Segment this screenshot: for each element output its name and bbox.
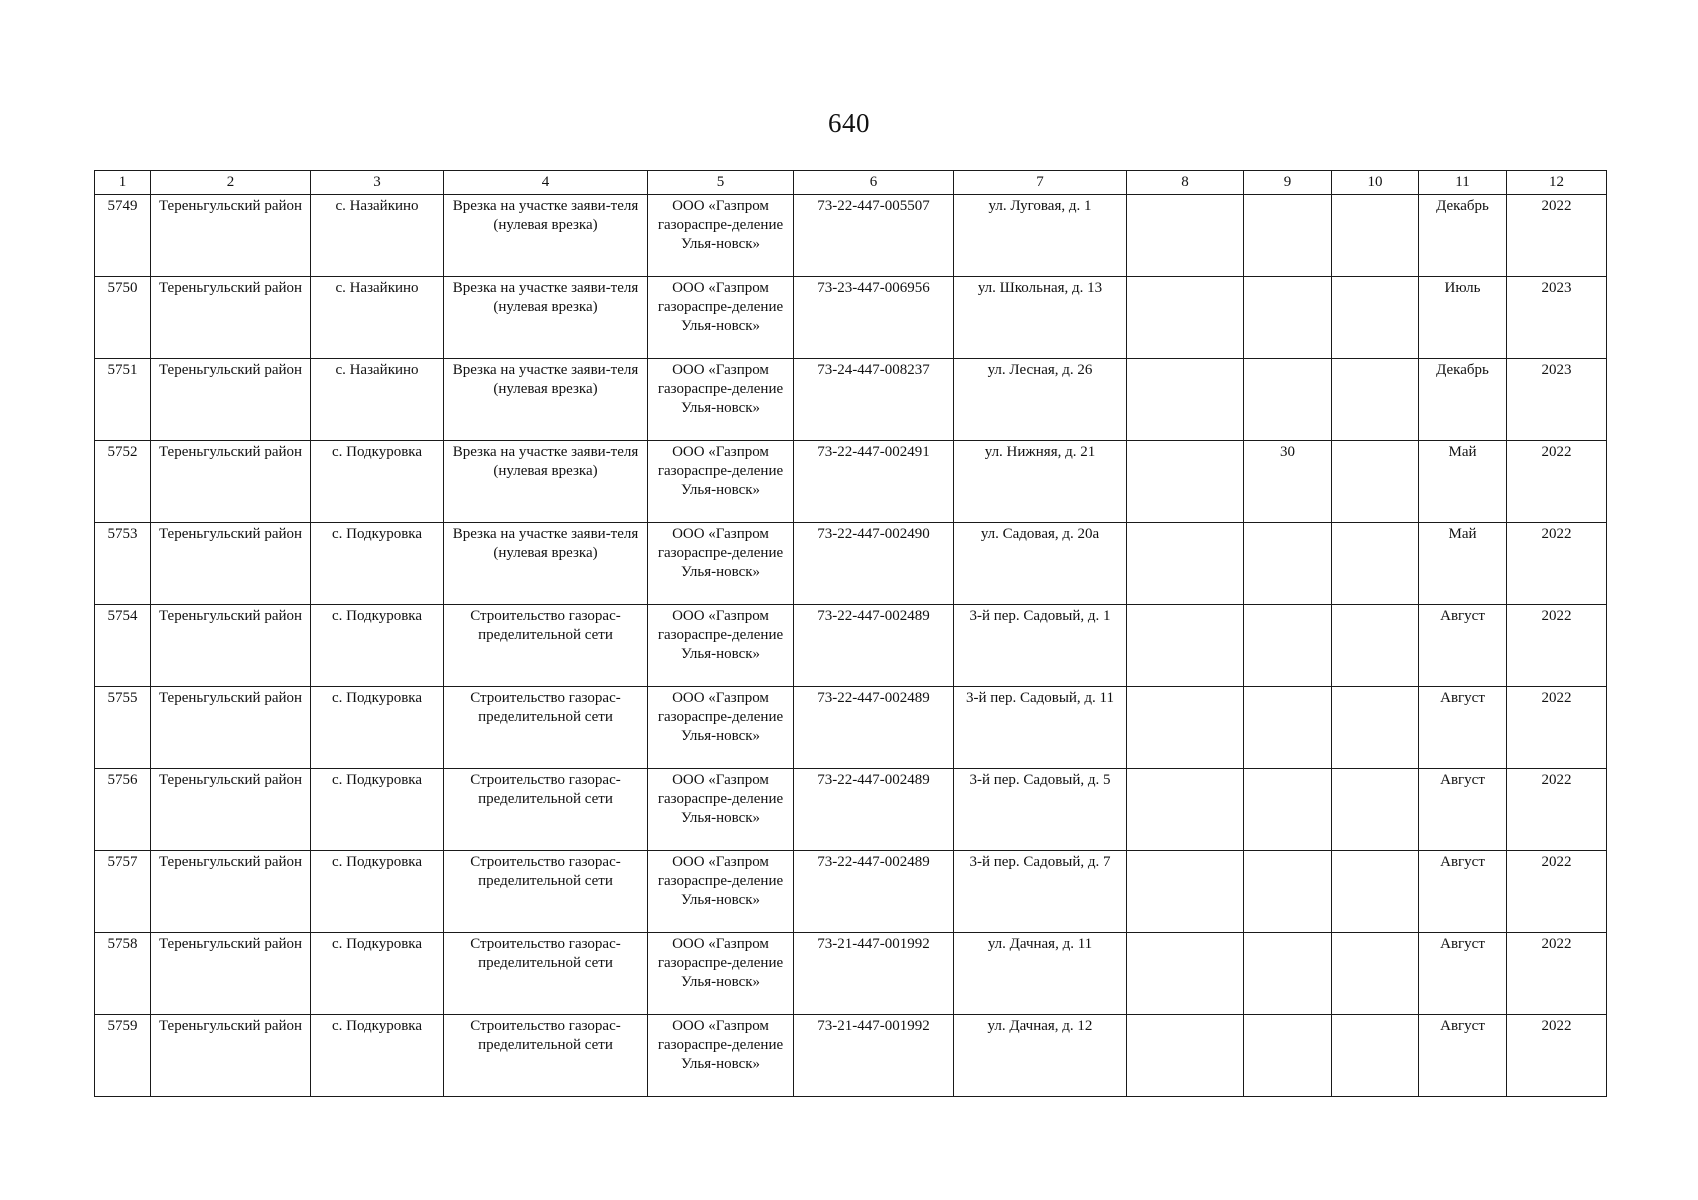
page-number: 640 bbox=[828, 108, 870, 138]
district-cell: Тереньгульский район bbox=[151, 851, 311, 933]
work-type-cell: Строительство газорас-пределительной сети bbox=[444, 933, 648, 1015]
address-cell: 3-й пер. Садовый, д. 11 bbox=[954, 687, 1127, 769]
address-cell: 3-й пер. Садовый, д. 1 bbox=[954, 605, 1127, 687]
column-8-cell bbox=[1127, 195, 1244, 277]
locality-cell: с. Подкуровка bbox=[311, 933, 444, 1015]
column-header: 4 bbox=[444, 171, 648, 195]
month-cell: Август bbox=[1419, 605, 1507, 687]
address-cell: ул. Нижняя, д. 21 bbox=[954, 441, 1127, 523]
column-9-cell bbox=[1244, 769, 1332, 851]
column-9-cell bbox=[1244, 1015, 1332, 1097]
organization-cell: ООО «Газпром газораспре-деление Улья-новск» bbox=[648, 359, 794, 441]
row-number-cell: 5749 bbox=[95, 195, 151, 277]
row-number-cell: 5759 bbox=[95, 1015, 151, 1097]
column-header: 3 bbox=[311, 171, 444, 195]
locality-cell: с. Подкуровка bbox=[311, 851, 444, 933]
column-8-cell bbox=[1127, 933, 1244, 1015]
locality-cell: с. Подкуровка bbox=[311, 523, 444, 605]
column-header: 2 bbox=[151, 171, 311, 195]
column-header: 7 bbox=[954, 171, 1127, 195]
work-type-cell: Врезка на участке заяви-теля (нулевая врезка) bbox=[444, 359, 648, 441]
work-type-cell: Строительство газорас-пределительной сети bbox=[444, 687, 648, 769]
month-cell: Декабрь bbox=[1419, 195, 1507, 277]
row-number-cell: 5751 bbox=[95, 359, 151, 441]
column-9-cell bbox=[1244, 195, 1332, 277]
month-cell: Август bbox=[1419, 769, 1507, 851]
locality-cell: с. Назайкино bbox=[311, 277, 444, 359]
district-cell: Тереньгульский район bbox=[151, 359, 311, 441]
month-cell: Июль bbox=[1419, 277, 1507, 359]
object-code-cell: 73-22-447-002491 bbox=[794, 441, 954, 523]
month-cell: Август bbox=[1419, 851, 1507, 933]
data-table bbox=[94, 170, 1607, 1097]
table-row bbox=[95, 769, 1607, 851]
year-cell: 2023 bbox=[1507, 277, 1607, 359]
column-header: 12 bbox=[1507, 171, 1607, 195]
year-cell: 2022 bbox=[1507, 523, 1607, 605]
column-10-cell bbox=[1332, 359, 1419, 441]
district-cell: Тереньгульский район bbox=[151, 195, 311, 277]
column-9-cell bbox=[1244, 933, 1332, 1015]
address-cell: ул. Дачная, д. 11 bbox=[954, 933, 1127, 1015]
address-cell: ул. Луговая, д. 1 bbox=[954, 195, 1127, 277]
organization-cell: ООО «Газпром газораспре-деление Улья-новск» bbox=[648, 195, 794, 277]
object-code-cell: 73-22-447-002490 bbox=[794, 523, 954, 605]
organization-cell: ООО «Газпром газораспре-деление Улья-новск» bbox=[648, 769, 794, 851]
organization-cell: ООО «Газпром газораспре-деление Улья-новск» bbox=[648, 277, 794, 359]
row-number-cell: 5752 bbox=[95, 441, 151, 523]
district-cell: Тереньгульский район bbox=[151, 687, 311, 769]
column-10-cell bbox=[1332, 769, 1419, 851]
work-type-cell: Строительство газорас-пределительной сети bbox=[444, 605, 648, 687]
object-code-cell: 73-21-447-001992 bbox=[794, 933, 954, 1015]
locality-cell: с. Подкуровка bbox=[311, 687, 444, 769]
column-10-cell bbox=[1332, 1015, 1419, 1097]
table-row bbox=[95, 523, 1607, 605]
year-cell: 2023 bbox=[1507, 359, 1607, 441]
row-number-cell: 5758 bbox=[95, 933, 151, 1015]
address-cell: ул. Дачная, д. 12 bbox=[954, 1015, 1127, 1097]
row-number-cell: 5755 bbox=[95, 687, 151, 769]
work-type-cell: Строительство газорас-пределительной сети bbox=[444, 1015, 648, 1097]
object-code-cell: 73-24-447-008237 bbox=[794, 359, 954, 441]
column-10-cell bbox=[1332, 441, 1419, 523]
column-10-cell bbox=[1332, 277, 1419, 359]
organization-cell: ООО «Газпром газораспре-деление Улья-новск» bbox=[648, 605, 794, 687]
address-cell: ул. Садовая, д. 20а bbox=[954, 523, 1127, 605]
column-8-cell bbox=[1127, 1015, 1244, 1097]
table-row bbox=[95, 851, 1607, 933]
district-cell: Тереньгульский район bbox=[151, 277, 311, 359]
locality-cell: с. Подкуровка bbox=[311, 605, 444, 687]
address-cell: ул. Лесная, д. 26 bbox=[954, 359, 1127, 441]
column-header: 9 bbox=[1244, 171, 1332, 195]
table-row bbox=[95, 1015, 1607, 1097]
district-cell: Тереньгульский район bbox=[151, 605, 311, 687]
column-9-cell bbox=[1244, 687, 1332, 769]
locality-cell: с. Подкуровка bbox=[311, 769, 444, 851]
object-code-cell: 73-21-447-001992 bbox=[794, 1015, 954, 1097]
column-10-cell bbox=[1332, 851, 1419, 933]
district-cell: Тереньгульский район bbox=[151, 769, 311, 851]
work-type-cell: Врезка на участке заяви-теля (нулевая врезка) bbox=[444, 523, 648, 605]
column-8-cell bbox=[1127, 769, 1244, 851]
column-9-cell: 30 bbox=[1244, 441, 1332, 523]
locality-cell: с. Подкуровка bbox=[311, 1015, 444, 1097]
table-row bbox=[95, 195, 1607, 277]
row-number-cell: 5754 bbox=[95, 605, 151, 687]
column-10-cell bbox=[1332, 523, 1419, 605]
column-10-cell bbox=[1332, 933, 1419, 1015]
organization-cell: ООО «Газпром газораспре-деление Улья-новск» bbox=[648, 523, 794, 605]
column-9-cell bbox=[1244, 605, 1332, 687]
locality-cell: с. Подкуровка bbox=[311, 441, 444, 523]
object-code-cell: 73-22-447-002489 bbox=[794, 769, 954, 851]
work-type-cell: Врезка на участке заяви-теля (нулевая врезка) bbox=[444, 277, 648, 359]
work-type-cell: Врезка на участке заяви-теля (нулевая врезка) bbox=[444, 441, 648, 523]
organization-cell: ООО «Газпром газораспре-деление Улья-новск» bbox=[648, 851, 794, 933]
year-cell: 2022 bbox=[1507, 769, 1607, 851]
object-code-cell: 73-22-447-002489 bbox=[794, 687, 954, 769]
month-cell: Май bbox=[1419, 523, 1507, 605]
district-cell: Тереньгульский район bbox=[151, 1015, 311, 1097]
row-number-cell: 5756 bbox=[95, 769, 151, 851]
column-header: 11 bbox=[1419, 171, 1507, 195]
column-header: 8 bbox=[1127, 171, 1244, 195]
month-cell: Август bbox=[1419, 1015, 1507, 1097]
column-header: 1 bbox=[95, 171, 151, 195]
address-cell: ул. Школьная, д. 13 bbox=[954, 277, 1127, 359]
district-cell: Тереньгульский район bbox=[151, 441, 311, 523]
column-9-cell bbox=[1244, 523, 1332, 605]
year-cell: 2022 bbox=[1507, 195, 1607, 277]
row-number-cell: 5750 bbox=[95, 277, 151, 359]
column-header: 6 bbox=[794, 171, 954, 195]
table-row bbox=[95, 605, 1607, 687]
district-cell: Тереньгульский район bbox=[151, 523, 311, 605]
header-row bbox=[95, 171, 1607, 195]
column-8-cell bbox=[1127, 851, 1244, 933]
work-type-cell: Врезка на участке заяви-теля (нулевая врезка) bbox=[444, 195, 648, 277]
work-type-cell: Строительство газорас-пределительной сети bbox=[444, 851, 648, 933]
table-row bbox=[95, 441, 1607, 523]
row-number-cell: 5753 bbox=[95, 523, 151, 605]
organization-cell: ООО «Газпром газораспре-деление Улья-новск» bbox=[648, 687, 794, 769]
object-code-cell: 73-22-447-002489 bbox=[794, 851, 954, 933]
locality-cell: с. Назайкино bbox=[311, 359, 444, 441]
column-9-cell bbox=[1244, 277, 1332, 359]
organization-cell: ООО «Газпром газораспре-деление Улья-новск» bbox=[648, 1015, 794, 1097]
column-8-cell bbox=[1127, 605, 1244, 687]
table-row bbox=[95, 359, 1607, 441]
year-cell: 2022 bbox=[1507, 687, 1607, 769]
column-10-cell bbox=[1332, 195, 1419, 277]
district-cell: Тереньгульский район bbox=[151, 933, 311, 1015]
month-cell: Август bbox=[1419, 687, 1507, 769]
column-header: 10 bbox=[1332, 171, 1419, 195]
column-9-cell bbox=[1244, 851, 1332, 933]
year-cell: 2022 bbox=[1507, 441, 1607, 523]
column-8-cell bbox=[1127, 687, 1244, 769]
column-8-cell bbox=[1127, 523, 1244, 605]
year-cell: 2022 bbox=[1507, 605, 1607, 687]
month-cell: Август bbox=[1419, 933, 1507, 1015]
locality-cell: с. Назайкино bbox=[311, 195, 444, 277]
column-header: 5 bbox=[648, 171, 794, 195]
address-cell: 3-й пер. Садовый, д. 7 bbox=[954, 851, 1127, 933]
table-row bbox=[95, 277, 1607, 359]
table-row bbox=[95, 687, 1607, 769]
address-cell: 3-й пер. Садовый, д. 5 bbox=[954, 769, 1127, 851]
row-number-cell: 5757 bbox=[95, 851, 151, 933]
column-10-cell bbox=[1332, 605, 1419, 687]
column-8-cell bbox=[1127, 277, 1244, 359]
table-body bbox=[95, 195, 1607, 1097]
year-cell: 2022 bbox=[1507, 851, 1607, 933]
year-cell: 2022 bbox=[1507, 1015, 1607, 1097]
organization-cell: ООО «Газпром газораспре-деление Улья-новск» bbox=[648, 933, 794, 1015]
organization-cell: ООО «Газпром газораспре-деление Улья-новск» bbox=[648, 441, 794, 523]
column-8-cell bbox=[1127, 441, 1244, 523]
column-9-cell bbox=[1244, 359, 1332, 441]
work-type-cell: Строительство газорас-пределительной сети bbox=[444, 769, 648, 851]
column-8-cell bbox=[1127, 359, 1244, 441]
month-cell: Декабрь bbox=[1419, 359, 1507, 441]
year-cell: 2022 bbox=[1507, 933, 1607, 1015]
object-code-cell: 73-22-447-005507 bbox=[794, 195, 954, 277]
object-code-cell: 73-23-447-006956 bbox=[794, 277, 954, 359]
table-row bbox=[95, 933, 1607, 1015]
month-cell: Май bbox=[1419, 441, 1507, 523]
column-10-cell bbox=[1332, 687, 1419, 769]
object-code-cell: 73-22-447-002489 bbox=[794, 605, 954, 687]
